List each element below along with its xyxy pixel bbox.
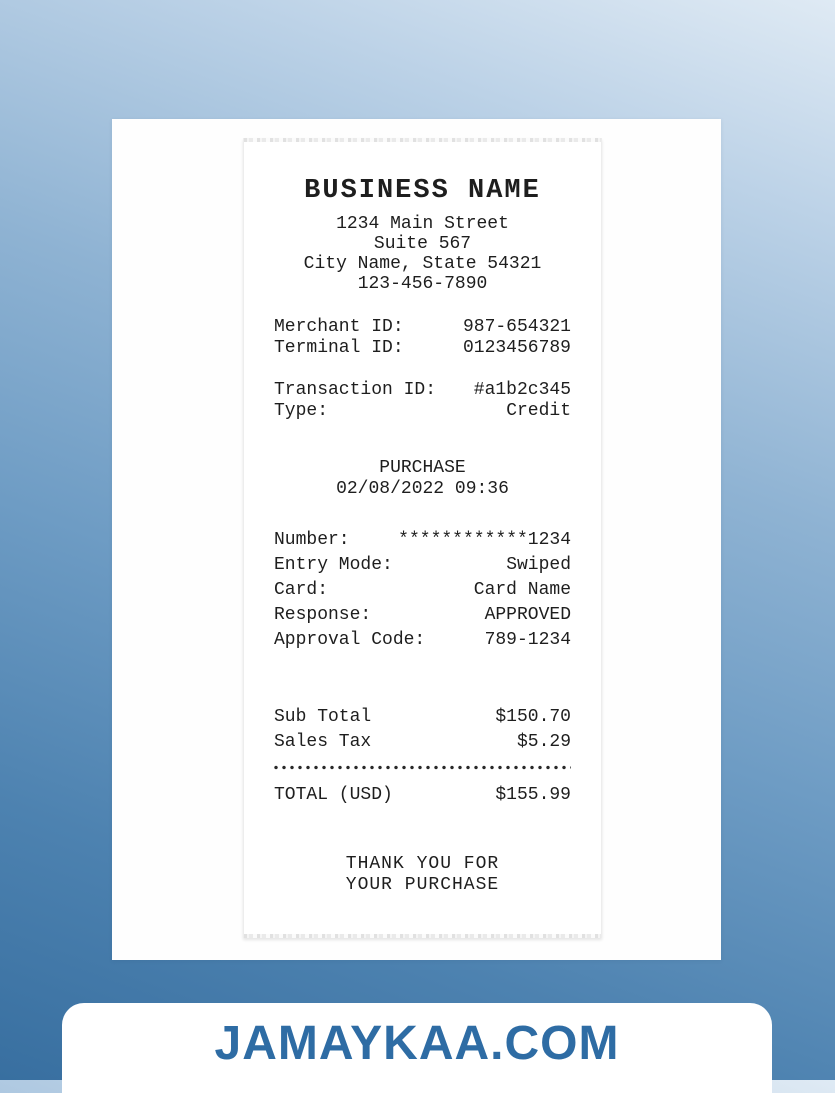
row-value: #a1b2c345 <box>473 380 571 400</box>
row-value: 987-654321 <box>462 317 571 337</box>
total-row <box>274 782 571 808</box>
row-label: Transaction ID: <box>274 380 437 400</box>
row-label: Sales Tax <box>274 732 372 752</box>
row-label: Terminal ID: <box>274 338 404 358</box>
row-value: $150.70 <box>495 707 571 727</box>
transaction-id-row <box>274 380 571 401</box>
site-watermark: JAMAYKAA.COM <box>214 1017 620 1070</box>
business-name: BUSINESS NAME <box>304 176 541 206</box>
row-value: APPROVED <box>484 605 571 625</box>
receipt-card <box>112 119 721 960</box>
terminal-id-row <box>274 338 571 359</box>
merchant-section <box>274 317 571 359</box>
transaction-type-row <box>274 401 571 422</box>
approval-code-row <box>274 628 571 653</box>
business-address <box>274 214 571 294</box>
thank-you-message <box>274 854 571 896</box>
row-label: Number: <box>274 530 350 550</box>
transaction-section <box>274 380 571 422</box>
row-value: Card Name <box>473 580 571 600</box>
phone-number: 123-456-7890 <box>357 274 488 294</box>
address-line: 1234 Main Street <box>336 214 509 234</box>
merchant-id-row <box>274 317 571 338</box>
purchase-heading: PURCHASE <box>379 458 466 478</box>
subtotal-row <box>274 705 571 730</box>
row-value: Credit <box>506 401 571 421</box>
row-label: Type: <box>274 401 329 421</box>
card-details-section <box>274 528 571 653</box>
total-value: $155.99 <box>495 785 571 805</box>
card-number-row <box>274 528 571 553</box>
receipt-torn-edge-top <box>244 138 601 142</box>
response-row <box>274 603 571 628</box>
row-label: Card: <box>274 580 329 600</box>
address-line: City Name, State 54321 <box>303 254 542 274</box>
row-label: Sub Total <box>274 707 372 727</box>
row-label: Approval Code: <box>274 630 426 650</box>
address-line: Suite 567 <box>373 234 472 254</box>
purchase-datetime: 02/08/2022 09:36 <box>336 479 509 499</box>
receipt-torn-edge-bottom <box>244 934 601 938</box>
row-label: Merchant ID: <box>274 317 404 337</box>
receipt-paper <box>243 138 602 938</box>
row-value: ************1234 <box>398 530 571 550</box>
row-value: 789-1234 <box>484 630 571 650</box>
dotted-separator <box>274 765 571 770</box>
thank-you-line: THANK YOU FOR <box>345 854 500 874</box>
row-label: Entry Mode: <box>274 555 393 575</box>
thank-you-line: YOUR PURCHASE <box>345 875 500 895</box>
row-value: $5.29 <box>516 732 571 752</box>
sales-tax-row <box>274 730 571 755</box>
row-value: 0123456789 <box>462 338 571 358</box>
row-label: Response: <box>274 605 372 625</box>
card-name-row <box>274 578 571 603</box>
purchase-heading-block <box>274 458 571 500</box>
totals-section <box>274 705 571 755</box>
total-label: TOTAL (USD) <box>274 785 393 805</box>
row-value: Swiped <box>506 555 571 575</box>
entry-mode-row <box>274 553 571 578</box>
